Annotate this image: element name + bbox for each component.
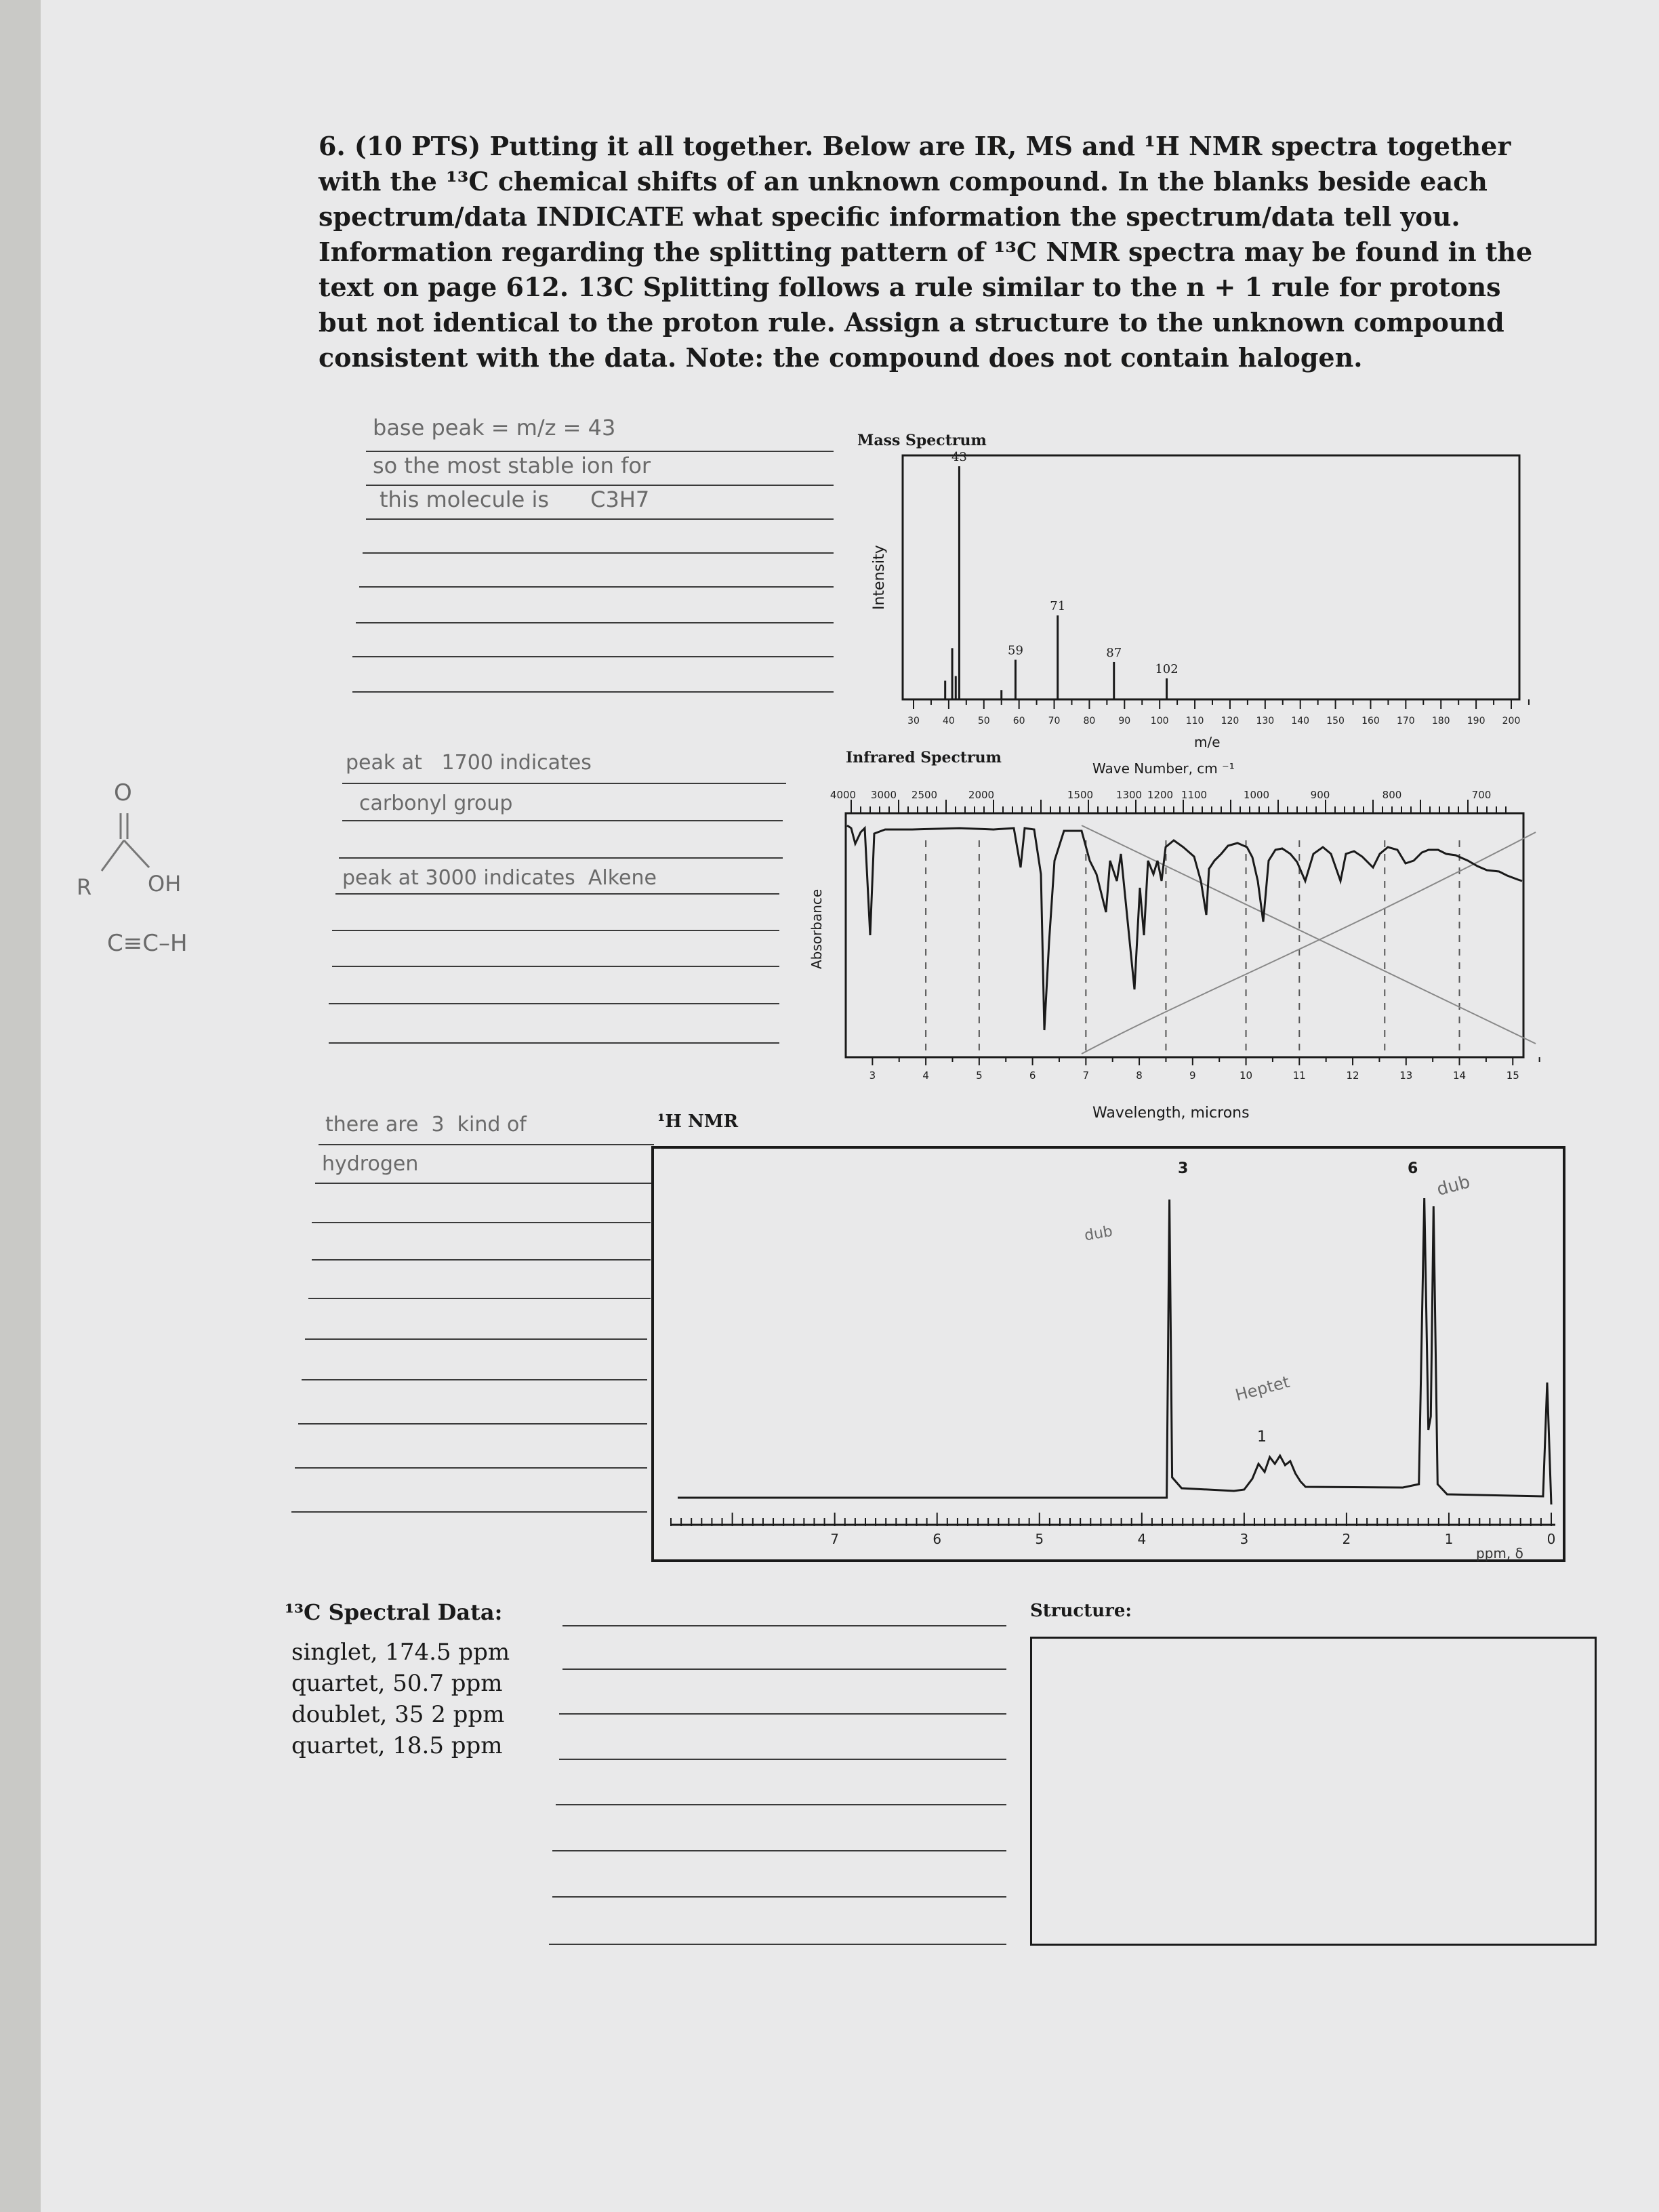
ms-peak-label: 71 (1050, 599, 1066, 614)
ms-peak-label: 87 (1106, 645, 1122, 660)
nmr-tick-label: 4 (1137, 1531, 1147, 1547)
nmr-tick-label: 6 (933, 1531, 942, 1547)
nmr-tick-label: 5 (1035, 1531, 1044, 1547)
handwritten-ms-note: this molecule is C3H7 (380, 487, 650, 512)
answer-blank[interactable] (562, 1668, 1006, 1670)
answer-blank[interactable] (559, 1713, 1006, 1715)
c13-title: ¹³C Spectral Data: (285, 1599, 503, 1625)
answer-blank[interactable] (352, 656, 834, 657)
answer-blank[interactable] (366, 451, 834, 452)
nmr-xlabel: ppm, δ (1476, 1545, 1523, 1561)
ir-micron-tick-label: 5 (976, 1069, 983, 1082)
answer-blank[interactable] (356, 622, 834, 623)
answer-blank[interactable] (352, 691, 834, 693)
mass-spectrum-chart (901, 450, 1545, 745)
ir-wavenumber-tick-label: 800 (1382, 789, 1402, 801)
answer-blank[interactable] (552, 1850, 1006, 1851)
c13-data-list (291, 1637, 510, 1761)
answer-blank[interactable] (308, 1298, 651, 1299)
nmr-title: ¹H NMR (657, 1111, 739, 1132)
ms-tick-label: 40 (942, 716, 955, 726)
answer-blank[interactable] (312, 1222, 651, 1223)
answer-blank[interactable] (556, 1804, 1006, 1805)
handwritten-alkyne: C≡C–H (107, 930, 188, 957)
answer-blank[interactable] (298, 1423, 647, 1425)
question-line: but not identical to the proton rule. Assign a structure to the unknown compound (319, 307, 1504, 337)
handwritten-ir-note: carbonyl group (359, 792, 513, 815)
nmr-tick-label: 7 (830, 1531, 840, 1547)
ir-micron-tick-label: 3 (869, 1069, 876, 1082)
ir-micron-tick-label: 12 (1346, 1069, 1359, 1082)
nmr-tick-label: 2 (1342, 1531, 1351, 1547)
answer-blank[interactable] (562, 1625, 1006, 1626)
ms-tick-label: 100 (1150, 716, 1169, 726)
ir-micron-tick-label: 10 (1240, 1069, 1253, 1082)
ir-micron-tick-label: 6 (1029, 1069, 1036, 1082)
answer-blank[interactable] (319, 1144, 654, 1145)
nmr-tick-label: 1 (1444, 1531, 1454, 1547)
ms-tick-label: 150 (1326, 716, 1345, 726)
question-line: with the ¹³C chemical shifts of an unknown compound. In the blanks beside each (319, 166, 1488, 197)
ir-wavenumber-tick-label: 2000 (968, 789, 995, 801)
ir-wavenumber-tick-label: 4000 (830, 789, 857, 801)
nmr-tick-label: 3 (1240, 1531, 1249, 1547)
handwritten-dub-label: dub (1083, 1223, 1114, 1245)
ir-micron-tick-label: 4 (922, 1069, 929, 1082)
ir-micron-tick-label: 7 (1082, 1069, 1090, 1082)
handwritten-hydroxyl: OH (148, 871, 182, 897)
handwritten-heptet-label: Heptet (1233, 1372, 1292, 1406)
ir-wavenumber-tick-label: 1100 (1181, 789, 1208, 801)
answer-blank[interactable] (315, 1183, 654, 1184)
answer-blank[interactable] (359, 586, 834, 588)
ir-wavenumber-tick-label: 1500 (1067, 789, 1094, 801)
nmr-integral-6: 6 (1408, 1160, 1418, 1177)
answer-blank[interactable] (366, 518, 834, 520)
ir-wavenumber-tick-label: 1300 (1115, 789, 1143, 801)
nmr-integral-3: 3 (1178, 1160, 1189, 1177)
ms-tick-label: 180 (1431, 716, 1450, 726)
answer-blank[interactable] (552, 1896, 1006, 1898)
handwritten-oxygen: O (114, 779, 132, 806)
ir-wavenumber-tick-label: 3000 (870, 789, 897, 801)
question-line: spectrum/data INDICATE what specific information the spectrum/data tell you. (319, 201, 1460, 232)
ir-micron-tick-label: 9 (1189, 1069, 1196, 1082)
nmr-tick-label: 0 (1547, 1531, 1556, 1547)
answer-blank[interactable] (302, 1379, 647, 1380)
ms-tick-label: 170 (1396, 716, 1415, 726)
answer-blank[interactable] (366, 485, 834, 486)
answer-blank[interactable] (342, 783, 786, 784)
answer-blank[interactable] (559, 1759, 1006, 1760)
handwritten-nmr-note: there are 3 kind of (325, 1113, 527, 1136)
answer-blank[interactable] (291, 1511, 647, 1513)
structure-answer-box[interactable] (1030, 1637, 1597, 1946)
ms-tick-label: 50 (977, 716, 990, 726)
structure-title: Structure: (1030, 1601, 1132, 1621)
c13-line: singlet, 174.5 ppm (291, 1639, 510, 1666)
ir-spectrum-chart (830, 779, 1556, 1118)
h-nmr-chart (651, 1145, 1572, 1579)
ms-tick-label: 90 (1118, 716, 1131, 726)
ms-tick-label: 160 (1361, 716, 1380, 726)
ir-micron-tick-label: 8 (1136, 1069, 1143, 1082)
handwritten-ms-note: base peak = m/z = 43 (373, 415, 616, 441)
ir-title: Infrared Spectrum (846, 749, 1002, 766)
ir-micron-tick-label: 11 (1292, 1069, 1306, 1082)
question-line: 6. (10 PTS) Putting it all together. Below are IR, MS and ¹H NMR spectra together (319, 131, 1511, 161)
answer-blank[interactable] (339, 857, 783, 859)
answer-blank[interactable] (363, 552, 834, 554)
answer-blank[interactable] (549, 1944, 1006, 1945)
ir-micron-tick-label: 14 (1452, 1069, 1467, 1082)
handwritten-ir-note: peak at 1700 indicates (346, 751, 592, 775)
ir-wavenumber-tick-label: 900 (1310, 789, 1330, 801)
answer-blank[interactable] (332, 966, 779, 967)
ms-xlabel: m/e (1194, 734, 1221, 750)
handwritten-r-group: R (77, 874, 92, 900)
ms-tick-label: 130 (1256, 716, 1275, 726)
ir-ylabel: Absorbance (808, 888, 825, 969)
ir-wavenumber-tick-label: 700 (1471, 789, 1492, 801)
ms-tick-label: 70 (1048, 716, 1061, 726)
handwritten-ir-note: peak at 3000 indicates Alkene (342, 866, 657, 890)
ms-tick-label: 120 (1221, 716, 1240, 726)
ir-micron-tick-label: 15 (1506, 1069, 1519, 1082)
ms-peak-label: 43 (951, 450, 967, 464)
answer-blank[interactable] (312, 1259, 651, 1261)
answer-blank[interactable] (329, 1042, 779, 1044)
answer-blank[interactable] (295, 1467, 647, 1469)
ir-wavenumber-tick-label: 1200 (1147, 789, 1174, 801)
c13-line: quartet, 50.7 ppm (291, 1670, 503, 1697)
answer-blank[interactable] (305, 1338, 647, 1340)
ms-title: Mass Spectrum (857, 432, 987, 449)
nmr-integral-1: 1 (1257, 1429, 1267, 1446)
ms-peak-label: 59 (1008, 643, 1023, 658)
ms-ylabel: Intensity (871, 545, 888, 610)
ms-tick-label: 140 (1291, 716, 1310, 726)
ir-wavenumber-tick-label: 1000 (1243, 789, 1270, 801)
handwritten-dub-label: dub (1434, 1172, 1473, 1200)
c13-line: doublet, 35 2 ppm (291, 1701, 505, 1728)
ms-tick-label: 110 (1185, 716, 1204, 726)
ms-tick-label: 30 (907, 716, 920, 726)
ms-peak-label: 102 (1155, 662, 1179, 677)
ms-tick-label: 60 (1012, 716, 1025, 726)
answer-blank[interactable] (342, 820, 783, 821)
ms-tick-label: 80 (1083, 716, 1096, 726)
ir-wavenumber-tick-label: 2500 (911, 789, 938, 801)
question-line: text on page 612. 13C Splitting follows a rule similar to the n + 1 rule for protons (319, 272, 1501, 302)
answer-blank[interactable] (329, 1003, 779, 1004)
handwritten-nmr-note: hydrogen (322, 1152, 419, 1176)
ir-wavenumber-label: Wave Number, cm ⁻¹ (1092, 760, 1235, 777)
question-text (319, 129, 1538, 375)
answer-blank[interactable] (332, 930, 779, 931)
ms-tick-label: 190 (1467, 716, 1486, 726)
question-line: Information regarding the splitting pattern of ¹³C NMR spectra may be found in the (319, 237, 1533, 267)
handwritten-ms-note: so the most stable ion for (373, 453, 651, 478)
ir-xlabel: Wavelength, microns (1092, 1105, 1250, 1122)
ms-tick-label: 200 (1502, 716, 1521, 726)
ir-micron-tick-label: 13 (1399, 1069, 1413, 1082)
answer-blank[interactable] (335, 893, 779, 895)
c13-line: quartet, 18.5 ppm (291, 1732, 503, 1759)
question-line: consistent with the data. Note: the compound does not contain halogen. (319, 342, 1363, 373)
